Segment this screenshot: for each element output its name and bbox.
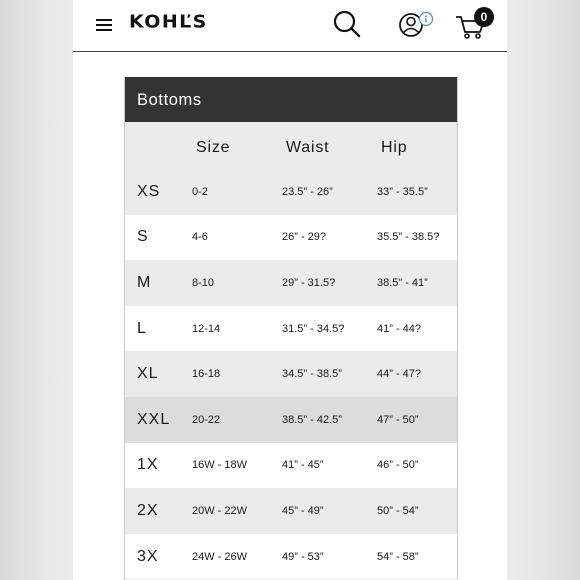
brand-logo[interactable]: KOHĽS (129, 12, 208, 33)
hip-range: 54” - 58” (377, 550, 419, 563)
size-chart-table (124, 77, 458, 580)
waist-range: 45” - 49” (282, 504, 324, 517)
table-row (125, 215, 457, 261)
numeric-size: 16-18 (192, 368, 221, 381)
numeric-size: 24W - 26W (192, 550, 248, 563)
column-header-waist: Waist (286, 138, 330, 156)
size-label: S (137, 228, 149, 246)
waist-range: 31.5” - 34.5? (282, 322, 345, 335)
hip-range: 44” - 47? (377, 368, 422, 381)
numeric-size: 8-10 (192, 276, 215, 289)
cart-count-badge[interactable]: 0 (474, 7, 494, 27)
hip-range: 46” - 50” (377, 459, 419, 472)
waist-range: 23.5” - 26” (282, 185, 333, 198)
numeric-size: 20W - 22W (192, 504, 248, 517)
waist-range: 29” - 31.5? (282, 276, 336, 289)
numeric-size: 16W - 18W (192, 459, 248, 472)
table-row (125, 534, 457, 580)
table-row (125, 443, 457, 489)
site-header (73, 0, 507, 52)
size-label: 3X (137, 547, 159, 565)
size-label: XL (137, 365, 159, 383)
hip-range: 33” - 35.5” (377, 185, 428, 198)
hip-range: 47” - 50” (377, 413, 419, 426)
numeric-size: 0-2 (192, 185, 208, 198)
table-row (125, 351, 457, 397)
search-icon[interactable] (332, 9, 362, 39)
size-label: XXL (137, 410, 171, 428)
table-row (125, 260, 457, 306)
waist-range: 34.5” - 38.5” (282, 368, 342, 381)
account-icon[interactable] (396, 10, 436, 40)
size-label: 1X (137, 456, 159, 474)
hip-range: 35.5” - 38.5? (377, 231, 440, 244)
waist-range: 38.5” - 42.5” (282, 413, 342, 426)
size-label: M (137, 273, 152, 291)
numeric-size: 20-22 (192, 413, 221, 426)
table-row-highlighted (125, 397, 457, 443)
table-row (125, 169, 457, 215)
hip-range: 38.5” - 41” (377, 276, 428, 289)
page (73, 0, 507, 580)
waist-range: 49” - 53” (282, 550, 324, 563)
size-label: XS (137, 182, 161, 200)
hip-range: 41” - 44? (377, 322, 422, 335)
numeric-size: 4-6 (192, 231, 208, 244)
size-chart-title: Bottoms (125, 77, 457, 122)
table-row (125, 488, 457, 534)
waist-range: 26” - 29? (282, 231, 327, 244)
hip-range: 50” - 54” (377, 504, 419, 517)
column-header-size: Size (196, 138, 231, 156)
waist-range: 41” - 45” (282, 459, 324, 472)
size-label: 2X (137, 501, 159, 519)
size-label: L (137, 319, 147, 337)
table-header-row (125, 122, 457, 169)
column-header-hip: Hip (381, 138, 408, 156)
info-icon (420, 13, 433, 26)
numeric-size: 12-14 (192, 322, 221, 335)
hamburger-menu-icon[interactable] (96, 18, 112, 32)
table-row (125, 306, 457, 352)
